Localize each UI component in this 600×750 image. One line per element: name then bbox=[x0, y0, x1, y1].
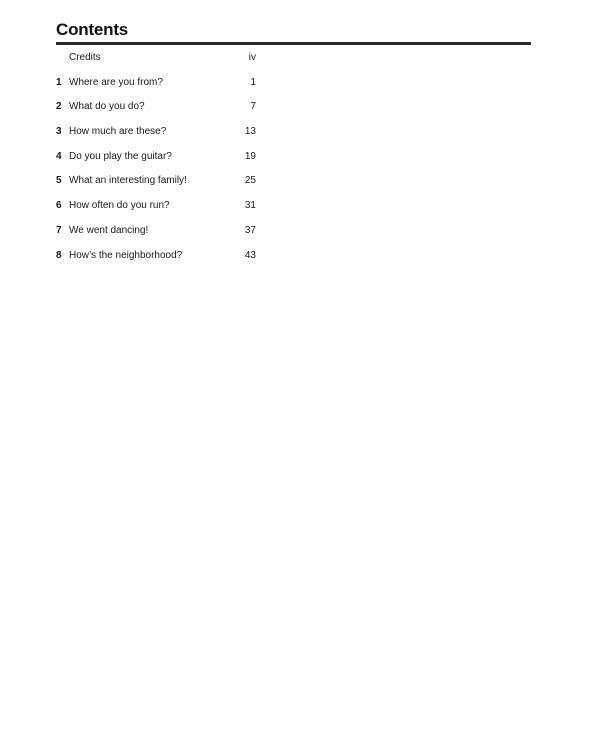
toc-entry-unit-7 bbox=[56, 225, 256, 250]
toc-entry-number: 2 bbox=[56, 101, 62, 113]
toc-entry-number: 3 bbox=[56, 126, 62, 138]
toc-entry-unit-8 bbox=[56, 250, 256, 275]
toc-entry-unit-6 bbox=[56, 200, 256, 225]
toc-entry-credits bbox=[56, 52, 256, 77]
table-of-contents bbox=[56, 52, 256, 274]
page-title: Contents bbox=[56, 20, 129, 39]
toc-entry-page: 37 bbox=[244, 224, 256, 236]
toc-entry-page: 13 bbox=[244, 126, 256, 138]
toc-entry-page: 7 bbox=[250, 101, 256, 113]
toc-entry-page: 25 bbox=[244, 175, 256, 187]
toc-entry-label: Where are you from? bbox=[69, 76, 163, 88]
toc-entry-page: 1 bbox=[250, 76, 256, 88]
toc-entry-label: How’s the neighborhood? bbox=[69, 249, 183, 261]
toc-entry-number: 8 bbox=[56, 249, 62, 261]
toc-entry-number: 7 bbox=[56, 224, 62, 236]
toc-entry-page: 31 bbox=[244, 200, 256, 212]
toc-entry-unit-2 bbox=[56, 101, 256, 126]
toc-entry-page: 19 bbox=[244, 150, 256, 162]
toc-entry-label: Credits bbox=[69, 52, 101, 63]
toc-entry-label: How much are these? bbox=[69, 126, 167, 138]
toc-entry-unit-1 bbox=[56, 77, 256, 102]
toc-entry-label: We went dancing! bbox=[69, 224, 149, 236]
title-rule bbox=[56, 42, 531, 45]
toc-entry-label: How often do you run? bbox=[69, 200, 170, 212]
toc-entry-number: 5 bbox=[56, 175, 62, 187]
toc-entry-number: 4 bbox=[56, 150, 62, 162]
toc-entry-unit-3 bbox=[56, 126, 256, 151]
toc-entry-unit-5 bbox=[56, 175, 256, 200]
toc-entry-page: 43 bbox=[244, 249, 256, 261]
toc-entry-label: What an interesting family! bbox=[69, 175, 187, 187]
toc-entry-label: What do you do? bbox=[69, 101, 145, 113]
toc-entry-unit-4 bbox=[56, 151, 256, 176]
toc-entry-number: 6 bbox=[56, 200, 62, 212]
toc-entry-number: 1 bbox=[56, 76, 62, 88]
toc-entry-label: Do you play the guitar? bbox=[69, 150, 172, 162]
toc-entry-page: iv bbox=[248, 52, 256, 63]
